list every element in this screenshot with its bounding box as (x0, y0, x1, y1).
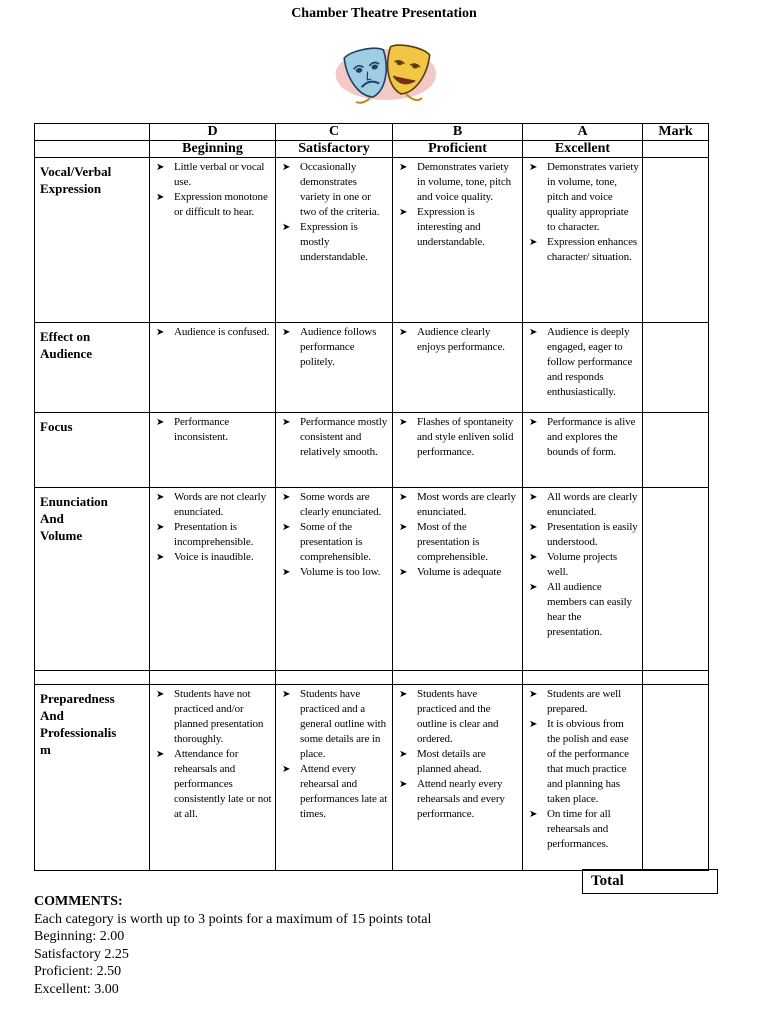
criterion-cell (35, 323, 150, 413)
arrow-bullet-icon: ➤ (529, 492, 538, 503)
arrow-bullet-icon: ➤ (156, 327, 165, 338)
criterion-label: Vocal/Verbal (40, 164, 112, 179)
descriptor-cell-c (276, 671, 393, 685)
arrow-bullet-icon: ➤ (282, 492, 291, 503)
grade-label-d: Beginning (150, 141, 276, 158)
criterion-cell (35, 413, 150, 488)
descriptor-item (399, 687, 519, 747)
descriptor-text: Demonstrates variety in volume, tone, pitch and voice quality appropriate to character. (547, 161, 639, 233)
descriptor-text: Performance mostly consistent and relatively smooth. (300, 416, 388, 458)
descriptor-text: Audience follows performance politely. (300, 326, 377, 368)
grade-letter-b: B (393, 124, 523, 141)
mark-cell[interactable] (643, 671, 709, 685)
grade-letter-a: A (523, 124, 643, 141)
arrow-bullet-icon: ➤ (529, 522, 538, 533)
descriptor-text: Students have not practiced and/or planned presentation thoroughly. (174, 688, 264, 745)
descriptor-item (399, 415, 519, 460)
arrow-bullet-icon: ➤ (399, 207, 408, 218)
arrow-bullet-icon: ➤ (282, 162, 291, 173)
descriptor-item (529, 235, 639, 265)
descriptor-text: Flashes of spontaneity and style enliven solid performance. (417, 416, 514, 458)
descriptor-text: Presentation is easily understood. (547, 521, 638, 548)
descriptor-list (393, 413, 522, 462)
header-blank-cell (35, 124, 150, 141)
descriptor-list (150, 488, 275, 567)
arrow-bullet-icon: ➤ (156, 162, 165, 173)
grade-label-b: Proficient (393, 141, 523, 158)
descriptor-text: Most words are clearly enunciated. (417, 491, 516, 518)
descriptor-list (150, 158, 275, 222)
descriptor-item (399, 325, 519, 355)
descriptor-list (150, 323, 275, 342)
descriptor-list (523, 488, 642, 642)
descriptor-text: Students have practiced and the outline is clear and ordered. (417, 688, 499, 745)
descriptor-cell-a (523, 158, 643, 323)
comments-line: Beginning: 2.00 (34, 929, 125, 944)
arrow-bullet-icon: ➤ (156, 192, 165, 203)
comments-line: Excellent: 3.00 (34, 981, 119, 997)
criterion-label: And (40, 708, 64, 723)
criterion-label: Audience (40, 346, 92, 361)
descriptor-cell-a (523, 413, 643, 488)
arrow-bullet-icon: ➤ (156, 749, 165, 760)
descriptor-item (529, 807, 639, 852)
descriptor-item (156, 520, 272, 550)
descriptor-cell-c (276, 158, 393, 323)
descriptor-text: Audience is deeply engaged, eager to follow performance and responds enthusiastically. (547, 326, 633, 398)
descriptor-text: Most of the presentation is comprehensible. (417, 521, 488, 563)
descriptor-item (529, 580, 639, 640)
descriptor-item (156, 190, 272, 220)
descriptor-text: Performance is alive and explores the bounds of form. (547, 416, 636, 458)
criterion-cell (35, 685, 150, 871)
arrow-bullet-icon: ➤ (529, 327, 538, 338)
descriptor-list (393, 158, 522, 252)
descriptor-cell-a (523, 323, 643, 413)
descriptor-cell-a (523, 671, 643, 685)
descriptor-text: Expression monotone or difficult to hear. (174, 191, 268, 218)
criterion-label: Expression (40, 181, 102, 196)
descriptor-text: It is obvious from the polish and ease of the performance that much practice and planning has taken place. (547, 718, 629, 805)
descriptor-item (529, 687, 639, 717)
arrow-bullet-icon: ➤ (282, 327, 291, 338)
descriptor-cell-d (150, 671, 276, 685)
descriptor-list (276, 158, 392, 267)
theatre-masks-icon (330, 40, 442, 106)
descriptor-text: Expression is mostly understandable. (300, 221, 368, 263)
arrow-bullet-icon: ➤ (529, 809, 538, 820)
descriptor-text: All audience members can easily hear the presentation. (547, 581, 632, 638)
rubric-body (35, 158, 709, 871)
descriptor-list (523, 685, 642, 854)
descriptor-cell-b (393, 671, 523, 685)
descriptor-item (156, 550, 272, 565)
descriptor-text: Audience clearly enjoys performance. (417, 326, 505, 353)
criterion-label: Volume (40, 528, 83, 543)
arrow-bullet-icon: ➤ (282, 522, 291, 533)
comments-line: Satisfactory 2.25 (34, 946, 129, 962)
descriptor-text: All words are clearly enunciated. (547, 491, 638, 518)
criterion-label: Effect on (40, 329, 91, 344)
descriptor-cell-c (276, 685, 393, 871)
descriptor-text: Attend every rehearsal and performances late at times. (300, 763, 388, 820)
arrow-bullet-icon: ➤ (529, 719, 538, 730)
descriptor-text: Some words are clearly enunciated. (300, 491, 382, 518)
mark-cell[interactable] (643, 158, 709, 323)
descriptor-cell-d (150, 488, 276, 671)
arrow-bullet-icon: ➤ (399, 779, 408, 790)
rubric-row (35, 671, 709, 685)
mark-cell[interactable] (643, 323, 709, 413)
descriptor-item (156, 325, 272, 340)
descriptor-text: Volume is too low. (300, 566, 381, 578)
descriptor-item (529, 490, 639, 520)
page-title: Chamber Theatre Presentation (291, 6, 477, 21)
mark-cell[interactable] (643, 488, 709, 671)
descriptor-cell-d (150, 685, 276, 871)
grade-letter-c: C (276, 124, 393, 141)
descriptor-item (399, 160, 519, 205)
descriptor-text: Words are not clearly enunciated. (174, 491, 267, 518)
comments-line: Proficient: 2.50 (34, 964, 122, 979)
descriptor-item (282, 762, 389, 822)
criterion-label: And (40, 511, 64, 526)
mark-cell[interactable] (643, 685, 709, 871)
arrow-bullet-icon: ➤ (282, 689, 291, 700)
mark-header-blank (643, 141, 709, 158)
arrow-bullet-icon: ➤ (529, 552, 538, 563)
arrow-bullet-icon: ➤ (529, 237, 538, 248)
criterion-label: Focus (40, 419, 73, 434)
descriptor-text: Volume is adequate (417, 566, 502, 578)
descriptor-cell-d (150, 413, 276, 488)
arrow-bullet-icon: ➤ (399, 567, 408, 578)
criterion-label: m (40, 742, 51, 757)
arrow-bullet-icon: ➤ (282, 222, 291, 233)
rubric-row (35, 158, 709, 323)
comments-line: Each category is worth up to 3 points for a maximum of 15 points total (34, 911, 432, 927)
descriptor-text: Presentation is incomprehensible. (174, 521, 254, 548)
descriptor-text: On time for all rehearsals and performances. (547, 808, 611, 850)
descriptor-cell-d (150, 158, 276, 323)
descriptor-cell-b (393, 413, 523, 488)
criterion-label: Professionalis (40, 725, 117, 740)
descriptor-cell-b (393, 323, 523, 413)
descriptor-list (393, 488, 522, 582)
descriptor-list (523, 323, 642, 402)
arrow-bullet-icon: ➤ (399, 327, 408, 338)
descriptor-text: Expression is interesting and understandable. (417, 206, 485, 248)
descriptor-list (276, 323, 392, 372)
criterion-cell (35, 488, 150, 671)
descriptor-item (282, 565, 389, 580)
arrow-bullet-icon: ➤ (399, 162, 408, 173)
descriptor-cell-c (276, 413, 393, 488)
descriptor-cell-c (276, 323, 393, 413)
grade-label-a: Excellent (523, 141, 643, 158)
descriptor-item (282, 415, 389, 460)
descriptor-cell-b (393, 685, 523, 871)
descriptor-item (399, 777, 519, 822)
descriptor-item (529, 325, 639, 400)
rubric-table (34, 123, 709, 871)
descriptor-item (282, 687, 389, 762)
arrow-bullet-icon: ➤ (156, 522, 165, 533)
descriptor-item (282, 490, 389, 520)
descriptor-cell-c (276, 488, 393, 671)
descriptor-list (393, 323, 522, 357)
descriptor-text: Performance inconsistent. (174, 416, 230, 443)
descriptor-item (282, 160, 389, 220)
criterion-cell (35, 671, 150, 685)
descriptor-list (276, 685, 392, 824)
arrow-bullet-icon: ➤ (529, 689, 538, 700)
arrow-bullet-icon: ➤ (282, 567, 291, 578)
descriptor-text: Students have practiced and a general outline with some details are in place. (300, 688, 386, 760)
descriptor-item (529, 520, 639, 550)
descriptor-item (282, 220, 389, 265)
descriptor-text: Little verbal or vocal use. (174, 161, 265, 188)
descriptor-list (150, 413, 275, 447)
descriptor-item (156, 490, 272, 520)
descriptor-list (150, 685, 275, 824)
descriptor-text: Demonstrates variety in volume, tone, pitch and voice quality. (417, 161, 512, 203)
arrow-bullet-icon: ➤ (156, 689, 165, 700)
arrow-bullet-icon: ➤ (156, 552, 165, 563)
descriptor-item (156, 687, 272, 747)
descriptor-item (156, 415, 272, 445)
descriptor-list (523, 413, 642, 462)
descriptor-item (282, 325, 389, 370)
descriptor-cell-b (393, 488, 523, 671)
descriptor-item (156, 747, 272, 822)
criterion-label: Enunciation (40, 494, 108, 509)
descriptor-list (523, 158, 642, 267)
descriptor-item (529, 415, 639, 460)
arrow-bullet-icon: ➤ (399, 417, 408, 428)
rubric-row (35, 685, 709, 871)
descriptor-cell-a (523, 488, 643, 671)
arrow-bullet-icon: ➤ (282, 417, 291, 428)
descriptor-text: Audience is confused. (174, 326, 270, 338)
criterion-cell (35, 158, 150, 323)
grade-label-c: Satisfactory (276, 141, 393, 158)
comments-heading: COMMENTS: (34, 894, 123, 909)
descriptor-text: Expression enhances character/ situation. (547, 236, 638, 263)
rubric-row (35, 323, 709, 413)
grade-letter-row (35, 124, 709, 141)
descriptor-text: Voice is inaudible. (174, 551, 254, 563)
arrow-bullet-icon: ➤ (156, 417, 165, 428)
rubric-row (35, 413, 709, 488)
descriptor-list (393, 685, 522, 824)
arrow-bullet-icon: ➤ (399, 522, 408, 533)
arrow-bullet-icon: ➤ (399, 689, 408, 700)
descriptor-text: Most details are planned ahead. (417, 748, 486, 775)
descriptor-text: Students are well prepared. (547, 688, 622, 715)
descriptor-item (399, 205, 519, 250)
descriptor-item (282, 520, 389, 565)
arrow-bullet-icon: ➤ (282, 764, 291, 775)
arrow-bullet-icon: ➤ (529, 582, 538, 593)
descriptor-cell-b (393, 158, 523, 323)
arrow-bullet-icon: ➤ (529, 417, 538, 428)
descriptor-item (529, 717, 639, 807)
mark-header: Mark (643, 124, 709, 141)
total-label: Total (583, 870, 718, 894)
arrow-bullet-icon: ➤ (399, 492, 408, 503)
grade-label-row (35, 141, 709, 158)
descriptor-text: Some of the presentation is comprehensible. (300, 521, 371, 563)
descriptor-list (276, 413, 392, 462)
descriptor-item (529, 550, 639, 580)
descriptor-item (399, 490, 519, 520)
grade-letter-d: D (150, 124, 276, 141)
criterion-label: Preparedness (40, 691, 115, 706)
header-blank-cell (35, 141, 150, 158)
mark-cell[interactable] (643, 413, 709, 488)
arrow-bullet-icon: ➤ (156, 492, 165, 503)
rubric-row (35, 488, 709, 671)
descriptor-item (529, 160, 639, 235)
descriptor-text: Occasionally demonstrates variety in one or two of the criteria. (300, 161, 380, 218)
arrow-bullet-icon: ➤ (399, 749, 408, 760)
descriptor-list (276, 488, 392, 582)
comments-section (34, 893, 431, 998)
descriptor-item (399, 520, 519, 565)
descriptor-cell-a (523, 685, 643, 871)
descriptor-item (399, 747, 519, 777)
descriptor-cell-d (150, 323, 276, 413)
descriptor-item (156, 160, 272, 190)
descriptor-item (399, 565, 519, 580)
descriptor-text: Attend nearly every rehearsals and every performance. (417, 778, 505, 820)
total-box (582, 869, 718, 894)
descriptor-text: Attendance for rehearsals and performances consistently late or not at all. (174, 748, 272, 820)
arrow-bullet-icon: ➤ (529, 162, 538, 173)
descriptor-text: Volume projects well. (547, 551, 618, 578)
